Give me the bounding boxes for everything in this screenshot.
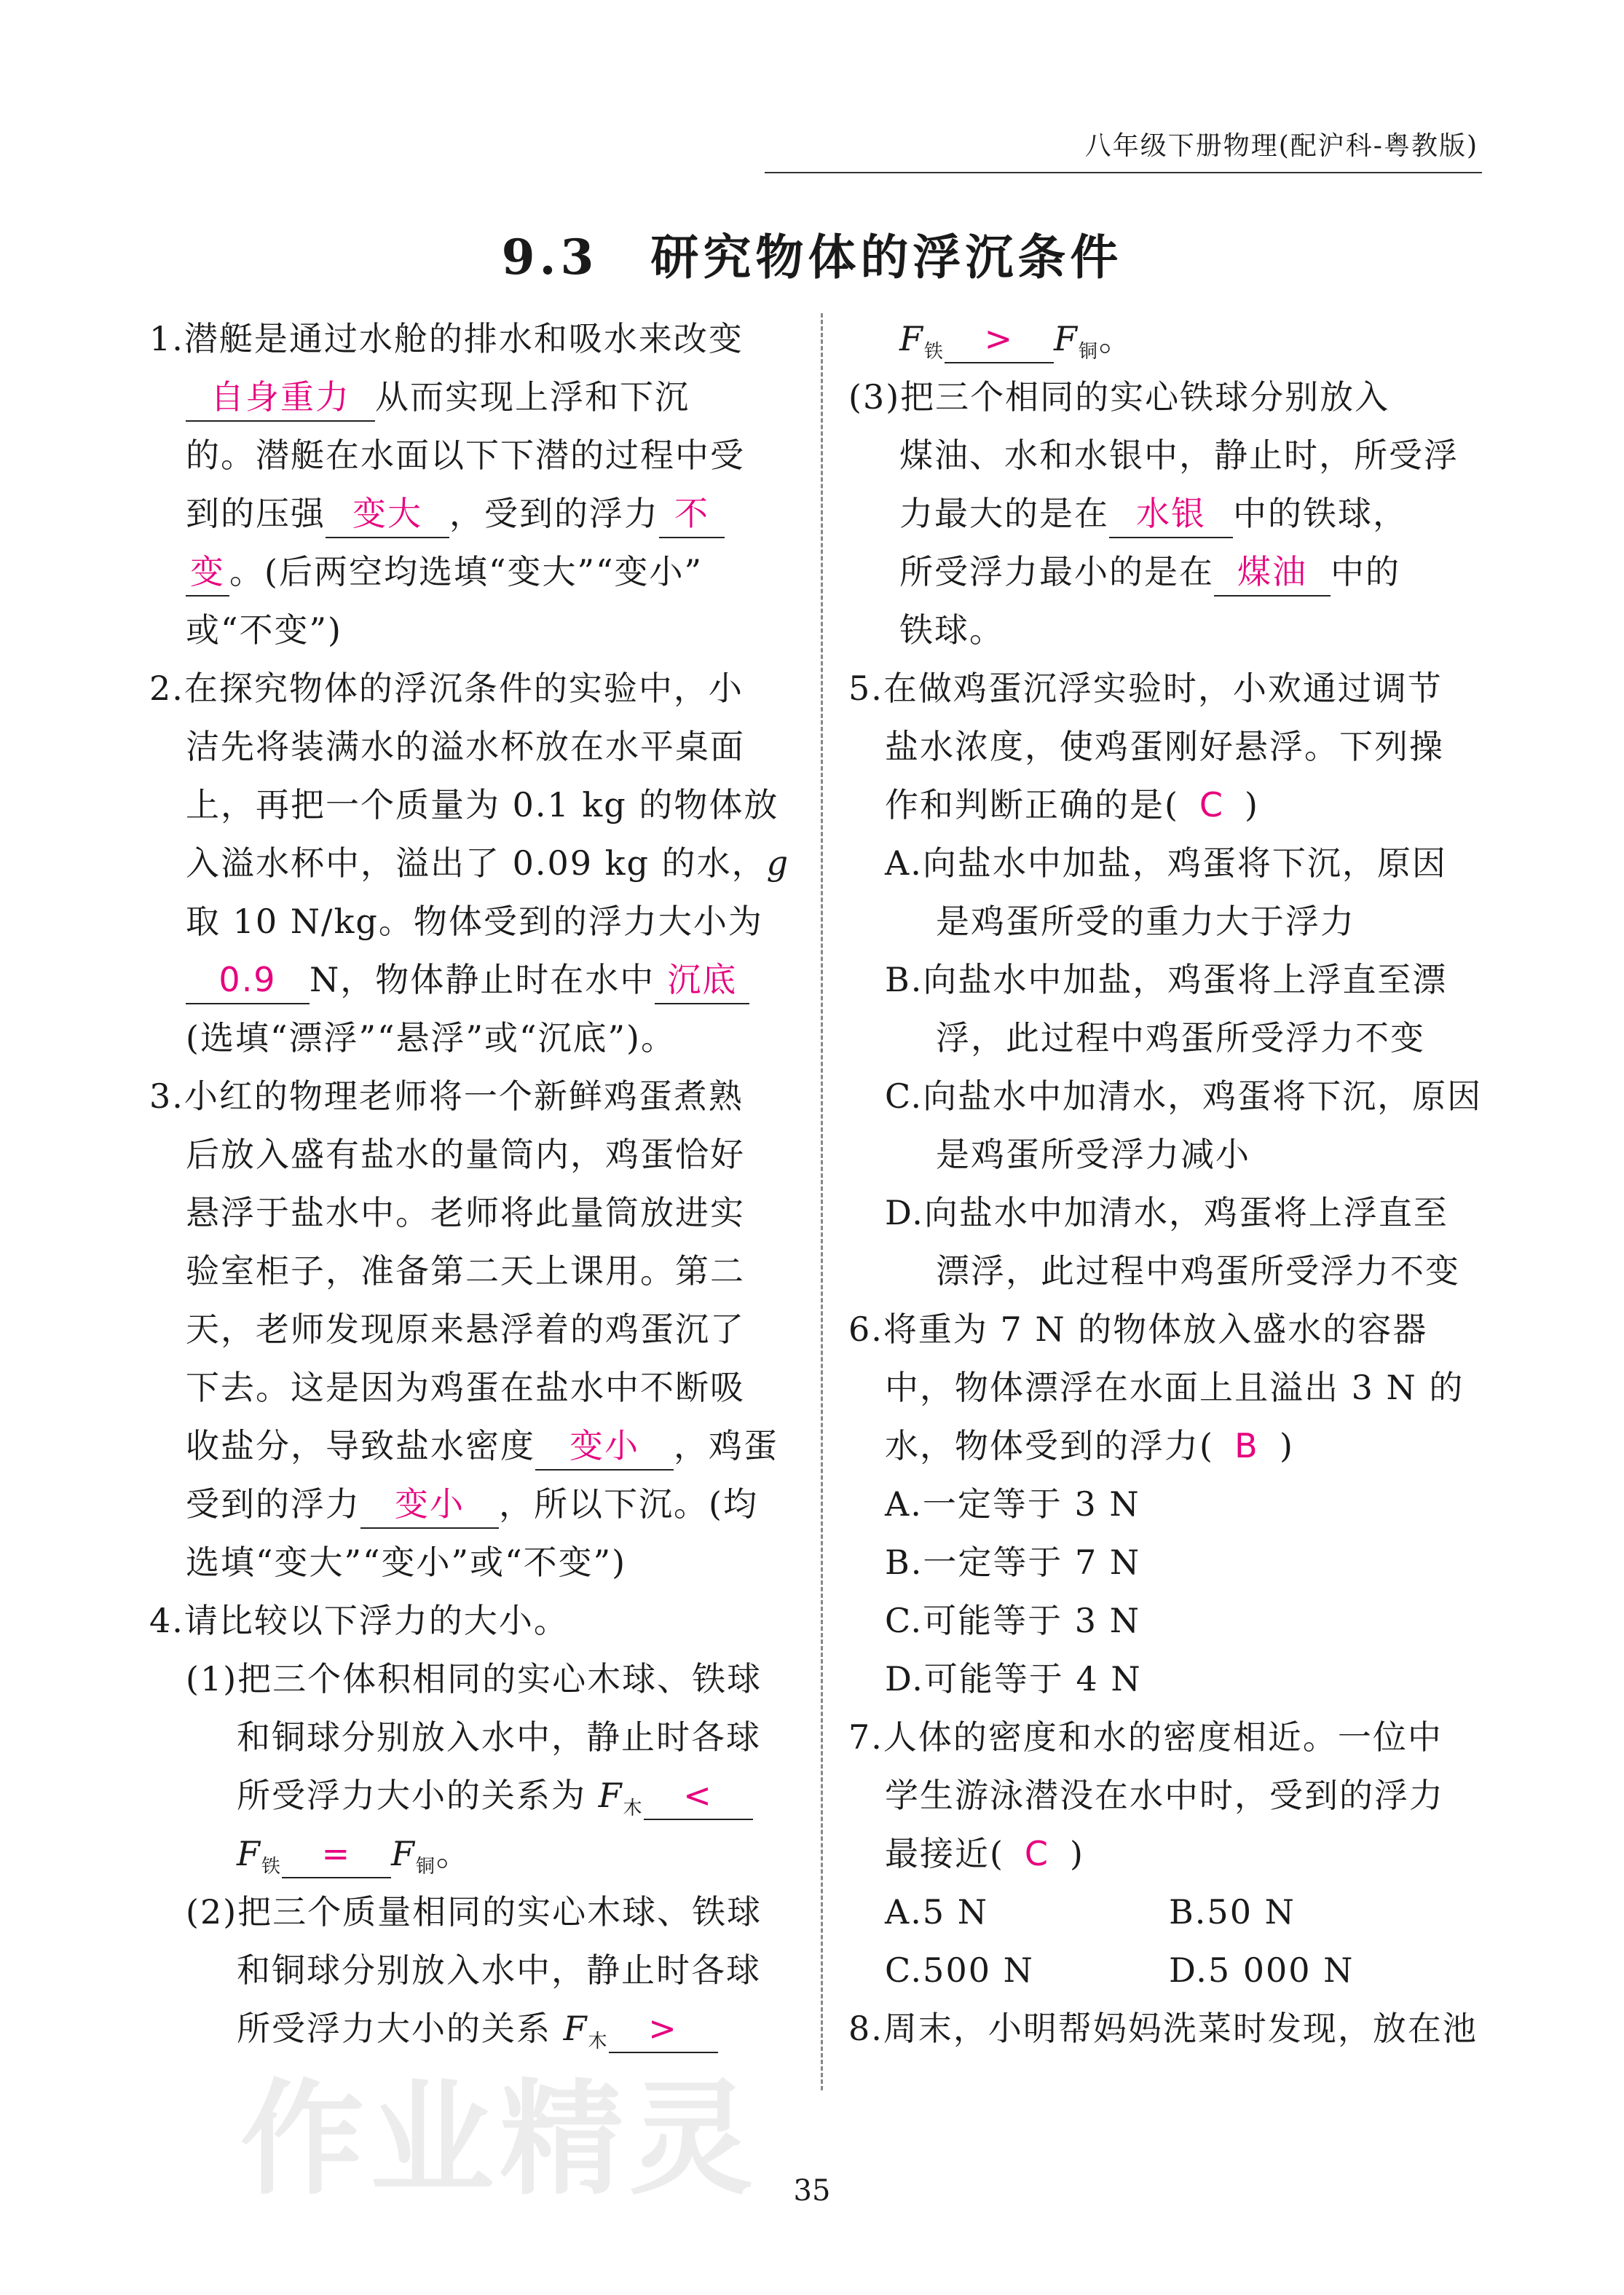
header-rule — [765, 172, 1482, 173]
q5-option-d: D.向盐水中加清水，鸡蛋将上浮直至 — [885, 1193, 1448, 1232]
q2-line5: 取 10 N/kg。物体受到的浮力大小为 — [186, 902, 763, 941]
q5-option-c: C.向盐水中加清水，鸡蛋将下沉，原因 — [885, 1076, 1483, 1116]
q5-line2: 盐水浓度，使鸡蛋刚好悬浮。下列操 — [885, 727, 1444, 766]
q4-p2-line4: $F_铁 > F_铜$。 — [848, 310, 1489, 368]
q1-answer-2: 变大 — [326, 490, 449, 538]
q1-line5: 变 。(后两空均选填“变大”“变小” — [149, 543, 790, 601]
q5-option-d-cont: 漂浮，此过程中鸡蛋所受浮力不变 — [936, 1251, 1460, 1291]
q8-line1: 8.周末，小明帮妈妈洗菜时发现，放在池 — [848, 2009, 1478, 2048]
q4-p1-answer-1: < — [644, 1772, 753, 1820]
q5-option-b: B.向盐水中加盐，鸡蛋将上浮直至漂 — [885, 960, 1448, 999]
q3-line4: 验室柜子，准备第二天上课用。第二 — [186, 1251, 745, 1291]
q4-p3-answer-1: 水银 — [1109, 490, 1233, 538]
q6-option-d: D.可能等于 4 N — [885, 1659, 1142, 1698]
page-number: 35 — [793, 2174, 831, 2208]
q3-line7: 收盐分，导致盐水密度 变小 ，鸡蛋 — [149, 1417, 790, 1475]
q4-p1-answer-2: = — [282, 1830, 391, 1878]
column-divider — [821, 313, 823, 2090]
q4-p2-line2: 和铜球分别放入水中，静止时各球 — [237, 1950, 761, 1990]
q3-line2: 后放入盛有盐水的量筒内，鸡蛋恰好 — [186, 1135, 745, 1174]
q6-option-c: C.可能等于 3 N — [885, 1601, 1140, 1640]
q1-answer-3a: 不 — [659, 490, 725, 538]
q4-p3-line2: 煤油、水和水银中，静止时，所受浮 — [899, 436, 1459, 475]
q6-option-b: B.一定等于 7 N — [885, 1543, 1141, 1582]
q4-p2-answer-1: > — [609, 2005, 718, 2053]
q1-line1: 1.潜艇是通过水舱的排水和吸水来改变 — [149, 319, 744, 358]
q7-line3: 最接近( C ) — [848, 1824, 1489, 1883]
q4-p3-line1: (3)把三个相同的实心铁球分别放入 — [848, 377, 1390, 417]
q1-line3: 的。潜艇在水面以下下潜的过程中受 — [186, 436, 745, 475]
q4-p2-line1: (2)把三个质量相同的实心木球、铁球 — [186, 1892, 762, 1932]
q5-option-a: A.向盐水中加盐，鸡蛋将下沉，原因 — [885, 843, 1447, 883]
q1-answer-3b: 变 — [186, 548, 229, 597]
q5-answer: C — [1199, 785, 1225, 824]
q3-line6: 下去。这是因为鸡蛋在盐水中不断吸 — [186, 1368, 745, 1407]
q4-line1: 4.请比较以下浮力的大小。 — [149, 1601, 569, 1640]
q7-option-b: B.50 N — [1169, 1892, 1296, 1932]
q6-line2: 中，物体漂浮在水面上且溢出 3 N 的 — [885, 1368, 1465, 1407]
q7-options-ab — [848, 1883, 1489, 1941]
q4-p2-line3: 所受浮力大小的关系 $F_木$ > — [149, 1999, 790, 2058]
q1-line2: 自身重力 从而实现上浮和下沉 — [149, 368, 790, 426]
q2-answer-1: 0.9 — [186, 956, 310, 1004]
left-column — [149, 310, 790, 2058]
right-column — [848, 310, 1489, 2058]
q6-line3: 水，物体受到的浮力( B ) — [848, 1417, 1489, 1475]
q7-line2: 学生游泳潜没在水中时，受到的浮力 — [885, 1776, 1444, 1815]
q4-p3-line5: 铁球。 — [899, 610, 1004, 650]
q5-line1: 5.在做鸡蛋沉浮实验时，小欢通过调节 — [848, 669, 1443, 708]
q2-line3: 上，再把一个质量为 0.1 kg 的物体放 — [186, 785, 779, 824]
q3-line3: 悬浮于盐水中。老师将此量筒放进实 — [186, 1193, 745, 1232]
q4-p1-line3: 所受浮力大小的关系为 $F_木$ < — [149, 1766, 790, 1824]
q7-answer: C — [1024, 1834, 1050, 1873]
q3-line8: 受到的浮力 变小 ，所以下沉。(均 — [149, 1475, 790, 1533]
q5-option-c-cont: 是鸡蛋所受浮力减小 — [936, 1135, 1250, 1174]
q6-option-a: A.一定等于 3 N — [885, 1484, 1140, 1524]
q1-line6: 或“不变”) — [186, 610, 342, 650]
q4-p1-line1: (1)把三个体积相同的实心木球、铁球 — [186, 1659, 762, 1698]
q7-option-a: A.5 N — [885, 1892, 988, 1932]
q2-line1: 2.在探究物体的浮沉条件的实验中，小 — [149, 669, 744, 708]
q3-line1: 3.小红的物理老师将一个新鲜鸡蛋煮熟 — [149, 1076, 744, 1116]
q2-answer-2: 沉底 — [655, 956, 749, 1004]
q4-p3-line3: 力最大的是在 水银 中的铁球， — [848, 484, 1489, 543]
q7-option-c: C.500 N — [885, 1950, 1034, 1990]
q3-answer-2: 变小 — [360, 1481, 499, 1529]
q4-p3-line4: 所受浮力最小的是在 煤油 中的 — [848, 543, 1489, 601]
q4-p1-line2: 和铜球分别放入水中，静止时各球 — [237, 1717, 761, 1757]
book-header: 八年级下册物理(配沪科-粤教版) — [1084, 131, 1478, 161]
q4-p2-answer-2: > — [945, 315, 1054, 363]
q2-line7: (选填“漂浮”“悬浮”或“沉底”)。 — [186, 1018, 676, 1058]
q3-line9: 选填“变大”“变小”或“不变”) — [186, 1543, 627, 1582]
q5-line3: 作和判断正确的是( C ) — [848, 776, 1489, 834]
q7-options-cd — [848, 1941, 1489, 1999]
q2-line2: 洁先将装满水的溢水杯放在水平桌面 — [186, 727, 745, 766]
q7-option-d: D.5 000 N — [1169, 1950, 1355, 1990]
q1-line4: 到的压强 变大 ，受到的浮力 不 — [149, 484, 790, 543]
q5-option-a-cont: 是鸡蛋所受的重力大于浮力 — [936, 902, 1355, 941]
q7-line1: 7.人体的密度和水的密度相近。一位中 — [848, 1717, 1443, 1757]
q2-line4: 入溢水杯中，溢出了 0.09 kg 的水，g — [186, 843, 790, 883]
q3-line5: 天，老师发现原来悬浮着的鸡蛋沉了 — [186, 1310, 745, 1349]
q1-answer-1: 自身重力 — [186, 374, 375, 422]
q4-p3-answer-2: 煤油 — [1214, 548, 1331, 597]
q4-p1-line4: $F_铁 = F_铜$。 — [149, 1824, 790, 1883]
q2-line6: 0.9 N，物体静止时在水中 沉底 — [149, 950, 790, 1009]
q6-answer: B — [1234, 1426, 1259, 1465]
q5-option-b-cont: 浮，此过程中鸡蛋所受浮力不变 — [936, 1018, 1425, 1058]
watermark: 作业精灵 — [240, 2068, 760, 2212]
q6-line1: 6.将重为 7 N 的物体放入盛水的容器 — [848, 1310, 1428, 1349]
q3-answer-1: 变小 — [535, 1422, 674, 1471]
section-title: 9.3 研究物体的浮沉条件 — [501, 229, 1123, 286]
